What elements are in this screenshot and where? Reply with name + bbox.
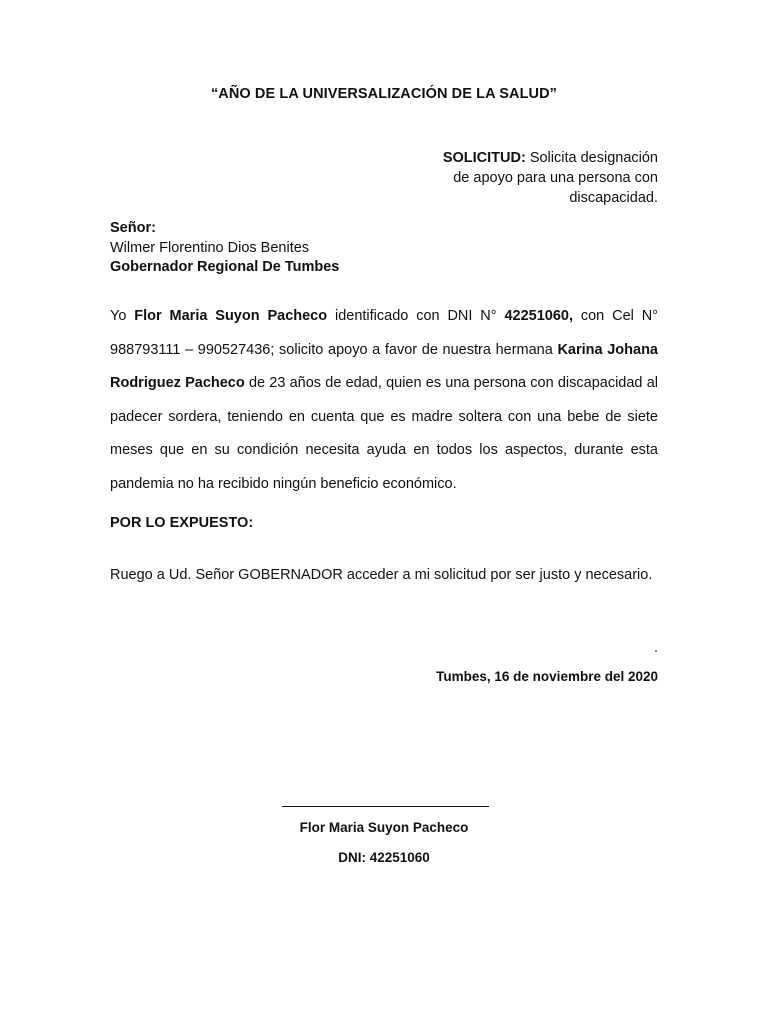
- addressee-block: [110, 219, 658, 278]
- body-text-1: Yo: [110, 308, 135, 324]
- body-text-2: identificado con DNI N°: [327, 308, 505, 324]
- body-text-3: con Cel N° 988793111 – 990527436; solicito apoyo a favor de nuestra hermana: [110, 308, 658, 358]
- subject-label: SOLICITUD:: [442, 150, 526, 166]
- signature-line: [282, 806, 489, 807]
- document-motto: “AÑO DE LA UNIVERSALIZACIÓN DE LA SALUD”: [210, 86, 558, 102]
- body-text-4: de 23 años de edad, quien es una persona con discapacidad al padecer sordera, teniendo en cuenta que es madre soltera con una bebe de siete meses que en su condición necesita ayuda en todos los aspectos, durante esta pandemia no ha recibido ningún beneficio económico.: [110, 375, 658, 492]
- beneficiary-name: Karina Johana Rodriguez Pacheco: [110, 341, 658, 392]
- place-date: Tumbes, 16 de noviembre del 2020: [436, 669, 658, 684]
- addressee-name: Wilmer Florentino Dios Benites: [110, 239, 310, 256]
- subject-text-2: de apoyo para una persona con: [453, 170, 658, 186]
- stray-dot: .: [653, 640, 658, 656]
- applicant-dni: 42251060,: [504, 308, 573, 324]
- subject-text-1: Solicita designación: [525, 150, 658, 166]
- subject-block: [400, 148, 658, 208]
- addressee-salutation: Señor:: [110, 220, 156, 236]
- signature-dni: DNI: 42251060: [338, 850, 430, 865]
- addressee-position: Gobernador Regional De Tumbes: [110, 259, 340, 275]
- body-paragraph: [110, 300, 658, 502]
- applicant-name: Flor Maria Suyon Pacheco: [134, 308, 328, 324]
- closing-paragraph: Ruego a Ud. Señor GOBERNADOR acceder a mi solicitud por ser justo y necesario.: [110, 567, 653, 583]
- section-heading: POR LO EXPUESTO:: [110, 515, 254, 531]
- signature-name: Flor Maria Suyon Pacheco: [299, 820, 469, 835]
- subject-text-3: discapacidad.: [569, 190, 658, 206]
